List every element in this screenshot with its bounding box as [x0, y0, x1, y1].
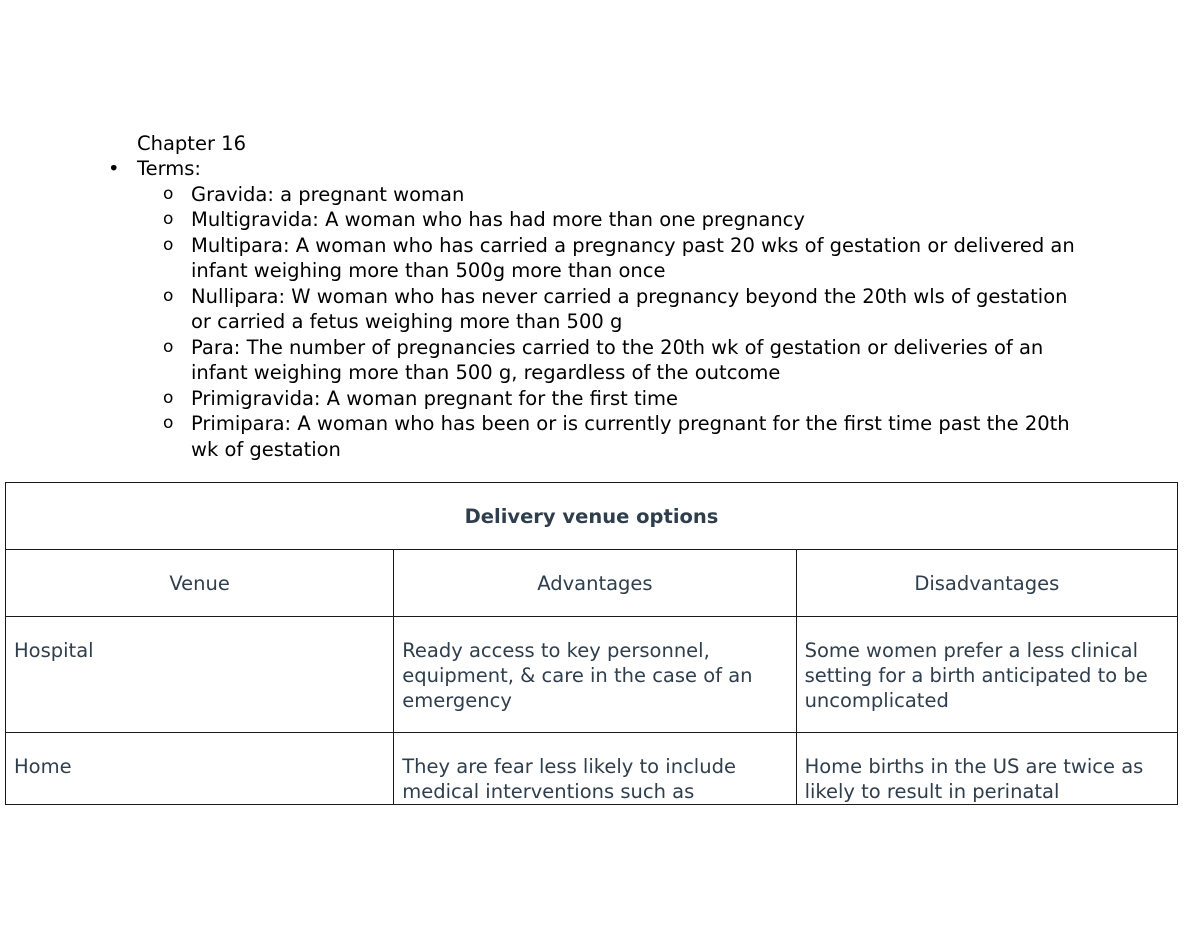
bullet-dot-icon: •: [108, 157, 120, 180]
term-text: Gravida: a pregnant woman: [191, 182, 465, 206]
advantages-cell: [394, 617, 796, 733]
term-item-multigravida: [0, 207, 1091, 233]
table-caption-row: [6, 483, 1178, 550]
delivery-venue-table: [5, 482, 1178, 805]
disadvantages-cell: [796, 617, 1177, 733]
circle-bullet-icon: o: [163, 183, 174, 204]
term-item-gravida: [0, 182, 1091, 208]
terms-sublist: [0, 182, 1200, 463]
venue-name: Hospital: [14, 639, 94, 662]
term-item-primipara: [0, 411, 1091, 462]
circle-bullet-icon: o: [163, 413, 174, 433]
circle-bullet-icon: o: [163, 234, 174, 255]
table-row: [6, 617, 1178, 733]
table-caption: Delivery venue options: [6, 483, 1178, 550]
term-text: Nullipara: W woman who has never carried a pregnancy beyond the 20th wls of gestation or carried a fetus weighing more than 500 g: [191, 284, 1068, 333]
term-item-multipara: [0, 233, 1091, 284]
disadvantages-cell: [796, 733, 1177, 805]
venue-cell: [6, 733, 394, 805]
term-text: Para: The number of pregnancies carried to the 20th wk of gestation or deliveries of an infant weighing more than 500 g, regardless of the outcome: [191, 335, 1044, 384]
advantages-cell: [394, 733, 796, 805]
column-header-advantages: Advantages: [394, 550, 796, 617]
column-header-venue: Venue: [6, 550, 394, 617]
column-header-disadvantages: Disadvantages: [796, 550, 1177, 617]
term-text: Multigravida: A woman who has had more than one pregnancy: [191, 208, 805, 231]
circle-bullet-icon: o: [163, 209, 174, 229]
advantages-text: They are fear less likely to include medical interventions such as: [402, 755, 736, 803]
term-text: Multipara: A woman who has carried a pregnancy past 20 wks of gestation or delivered an infant weighing more than 500g more than once: [191, 233, 1075, 282]
venue-name: Home: [14, 755, 72, 778]
terms-bullet-row: [0, 156, 1200, 182]
terms-label: Terms:: [137, 157, 201, 180]
term-text: Primigravida: A woman pregnant for the first time: [191, 386, 679, 410]
advantages-text: Ready access to key personnel, equipment, & care in the case of an emergency: [402, 639, 753, 712]
term-item-para: [0, 335, 1091, 386]
venue-cell: [6, 617, 394, 733]
table-row: [6, 733, 1178, 805]
table-header-row: [6, 550, 1178, 617]
circle-bullet-icon: o: [163, 336, 174, 357]
disadvantages-text: Some women prefer a less clinical setting for a birth anticipated to be uncomplicated: [804, 639, 1148, 712]
circle-bullet-icon: o: [163, 285, 174, 306]
term-text: Primipara: A woman who has been or is currently pregnant for the first time past the 20th wk of gestation: [191, 412, 1070, 461]
circle-bullet-icon: o: [163, 387, 174, 408]
term-item-nullipara: [0, 284, 1091, 335]
terms-list: [0, 156, 1200, 462]
chapter-heading: Chapter 16: [137, 132, 246, 155]
term-item-primigravida: [0, 386, 1091, 412]
disadvantages-text: Home births in the US are twice as likely to result in perinatal: [804, 755, 1144, 803]
